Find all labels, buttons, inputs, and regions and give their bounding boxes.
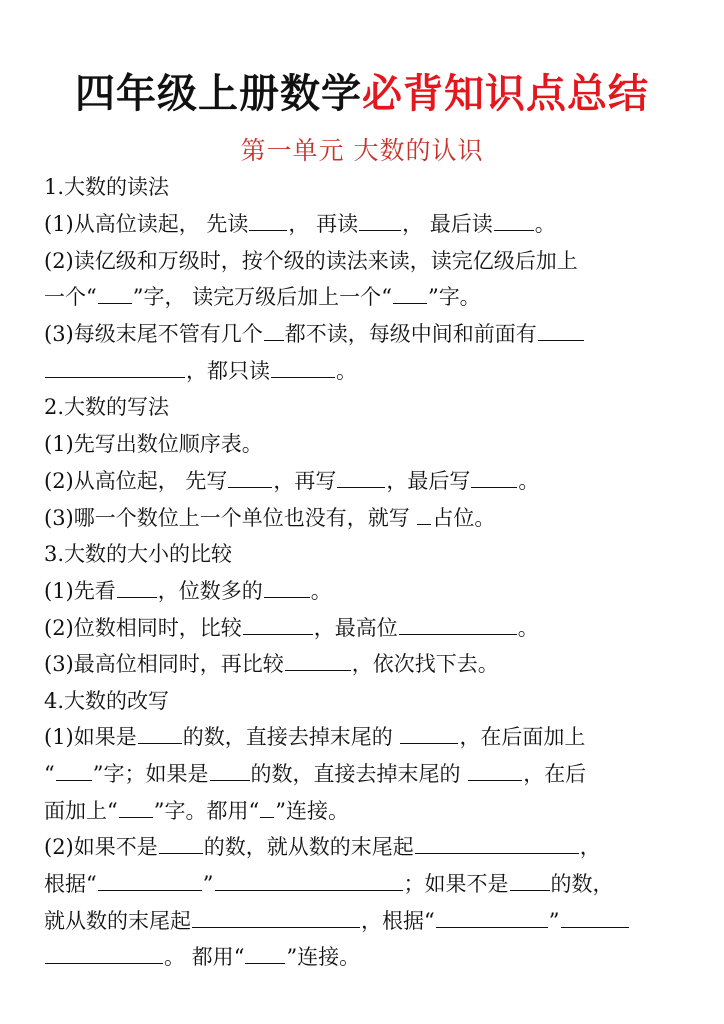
s4-item-2-line4: 。 都用“ ”连接。 [44,942,360,972]
blank[interactable] [249,209,287,231]
blank[interactable] [192,906,360,928]
s4-item-2-line3: 就从数的末尾起 ，根据“ ” [44,906,630,936]
blank[interactable] [271,356,335,378]
section-heading-3: 3.大数的大小的比较 [44,542,233,566]
blank[interactable] [285,649,351,671]
blank[interactable] [45,942,163,964]
blank[interactable] [417,503,431,525]
blank[interactable] [98,869,202,891]
s3-item-1: (1)先看 ，位数多的 。 [44,576,332,606]
s4-item-1-line1: (1)如果是 的数，直接去掉末尾的 ，在后面加上 [44,722,585,752]
s1-item-1: (1)从高位读起， 先读 ， 再读 ， 最后读 。 [44,209,556,239]
blank[interactable] [538,319,584,341]
s1-item-3-line2: ，都只读 。 [44,356,357,386]
blank[interactable] [337,466,385,488]
s1-item-2-line1: (2)读亿级和万级时，按个级的读法来读，读完亿级后加上 [44,249,578,273]
unit-title: 第一单元 大数的认识 [240,136,484,165]
blank[interactable] [210,759,250,781]
s2-item-2: (2)从高位起， 先写 ，再写 ，最后写 。 [44,466,539,496]
blank[interactable] [245,942,285,964]
section-heading-1: 1.大数的读法 [44,175,170,199]
blank[interactable] [243,613,313,635]
blank[interactable] [159,832,203,854]
s3-item-3: (3)最高位相同时，再比较 ，依次找下去。 [44,649,499,679]
blank[interactable] [117,576,157,598]
blank[interactable] [260,796,274,818]
blank[interactable] [468,759,522,781]
s2-item-3: (3)哪一个数位上一个单位也没有，就写 占位。 [44,503,495,533]
blank[interactable] [400,722,458,744]
blank[interactable] [56,759,92,781]
blank[interactable] [228,466,272,488]
blank[interactable] [138,722,182,744]
blank[interactable] [393,282,427,304]
blank[interactable] [399,613,517,635]
s2-item-1: (1)先写出数位顺序表。 [44,432,263,456]
s4-item-1-line3: 面加上“ ”字。都用“ ”连接。 [44,796,349,826]
s4-item-1-line2: “ ”字；如果是 的数，直接去掉末尾的 ，在后 [44,759,586,789]
blank[interactable] [45,356,185,378]
s3-item-2: (2)位数相同时，比较 ，最高位 。 [44,613,539,643]
blank[interactable] [494,209,534,231]
blank[interactable] [359,209,401,231]
section-heading-2: 2.大数的写法 [44,395,170,419]
s4-item-2-line2: 根据“ ” ；如果不是 的数， [44,869,614,899]
title-red-part: 必背知识点总结 [362,71,649,117]
blank[interactable] [98,282,132,304]
blank[interactable] [119,796,153,818]
blank[interactable] [415,832,579,854]
s1-item-2-line2: 一个“ ”字， 读完万级后加上一个“ ”字。 [44,282,481,312]
blank[interactable] [510,869,550,891]
title-black-part: 四年级上册数学 [75,71,362,117]
s4-item-2-line1: (2)如果不是 的数，就从数的末尾起 ， [44,832,601,862]
blank[interactable] [471,466,517,488]
s1-item-3-line1: (3)每级末尾不管有几个 都不读，每级中间和前面有 [44,319,585,349]
blank[interactable] [215,869,403,891]
section-heading-4: 4.大数的改写 [44,689,170,713]
page-title [0,62,724,119]
blank[interactable] [436,906,548,928]
blank[interactable] [264,576,310,598]
blank[interactable] [561,906,629,928]
blank[interactable] [264,319,284,341]
